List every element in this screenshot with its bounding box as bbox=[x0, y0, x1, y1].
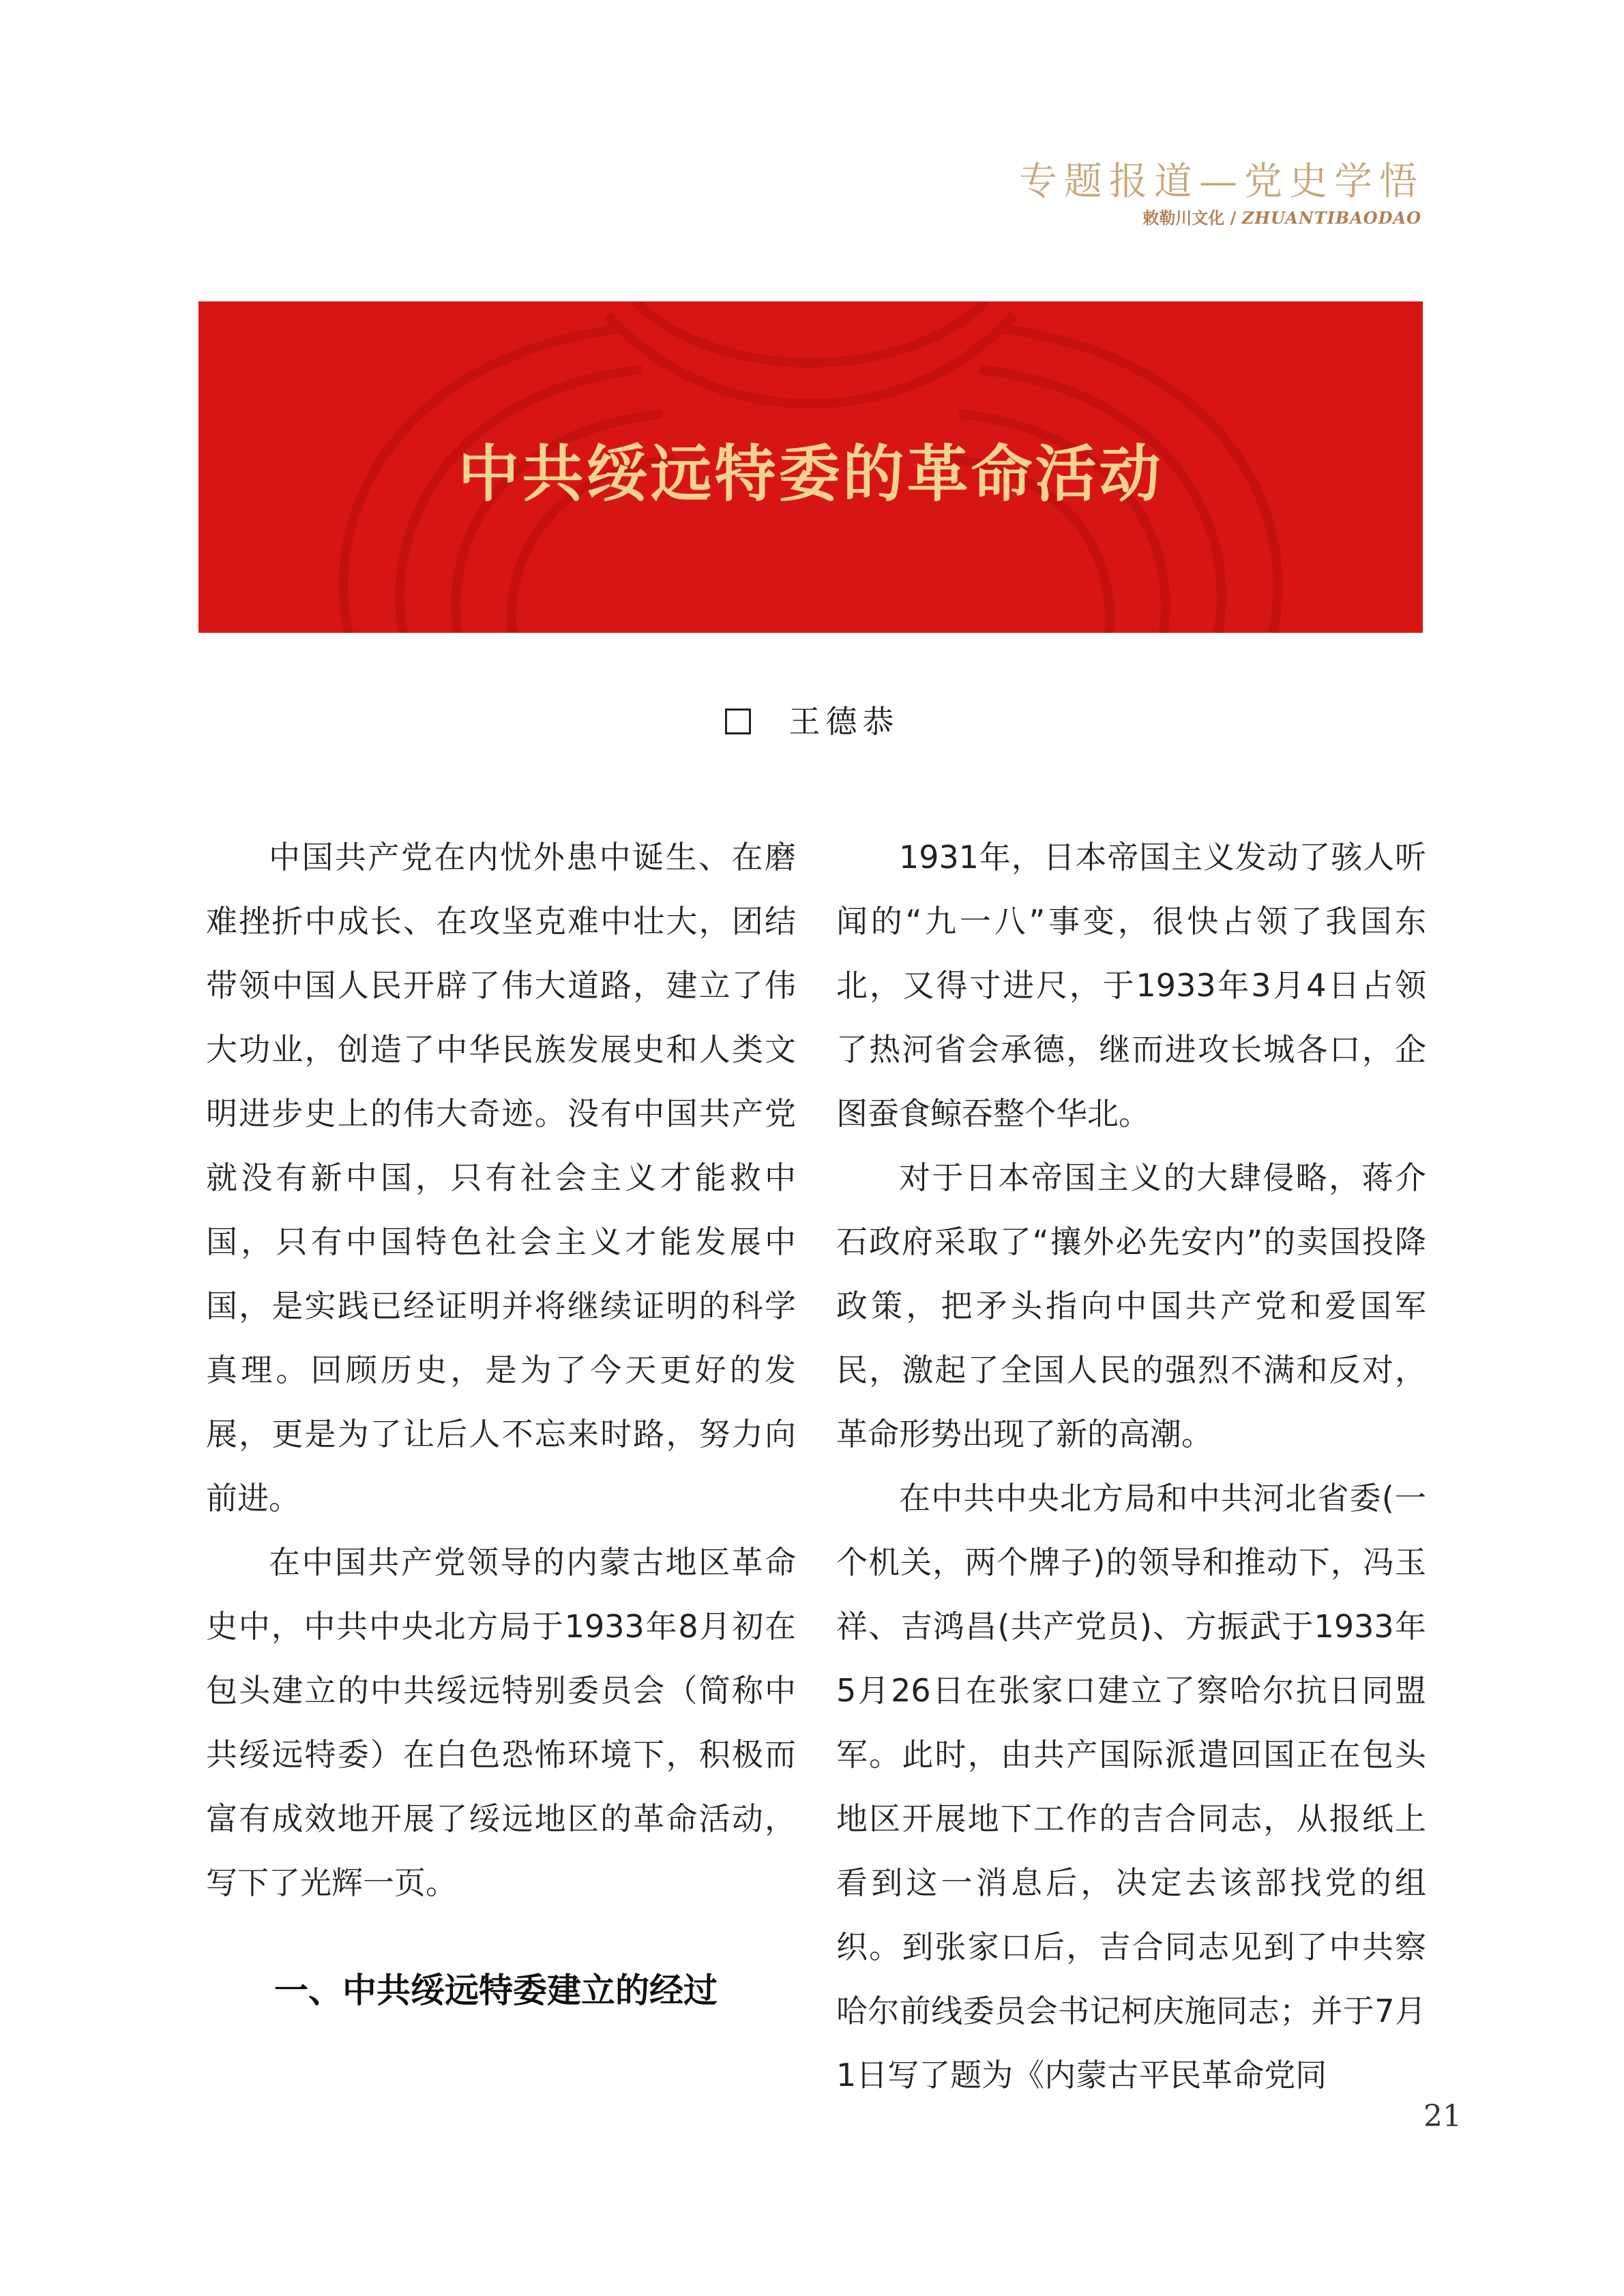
section-heading: 一、中共绥远特委建立的经过 bbox=[274, 1971, 718, 2010]
paragraph: 在中国共产党领导的内蒙古地区革命史中，中共中央北方局于1933年8月初在包头建立的中共绥远特别委员会（简称中共绥远特委）在白色恐怖环境下，积极而富有成效地开展了绥远地区的革命活动，写下了光辉一页。 bbox=[206, 1544, 796, 1901]
section-header-title: 专题报道—党史学悟 bbox=[1019, 160, 1424, 204]
paragraph: 1931年，日本帝国主义发动了骇人听闻的“九一八”事变，很快占领了我国东北，又得寸进尺，于1933年3月4日占领了热河省会承德，继而进攻长城各口，企图蚕食鲸吞整个华北。 bbox=[836, 839, 1426, 1132]
right-column bbox=[836, 825, 1426, 2107]
author-name: 王德恭 bbox=[788, 703, 900, 740]
left-column bbox=[206, 825, 796, 2023]
header-sub-separator: / bbox=[1224, 208, 1242, 228]
byline bbox=[0, 697, 1624, 742]
title-banner bbox=[198, 301, 1423, 633]
paragraph: 对于日本帝国主义的大肆侵略，蒋介石政府采取了“攘外必先安内”的卖国投降政策，把矛头指向中国共产党和爱国军民，激起了全国人民的强烈不满和反对，革命形势出现了新的高潮。 bbox=[836, 1159, 1426, 1452]
square-marker-icon bbox=[725, 709, 751, 734]
header-sub-latin: ZHUANTIBAODAO bbox=[1241, 208, 1421, 228]
article-title: 中共绥远特委的革命活动 bbox=[458, 438, 1164, 510]
header-sub-cn: 敕勒川文化 bbox=[1142, 208, 1225, 228]
section-header-subtitle bbox=[1142, 205, 1421, 228]
paragraph: 在中共中央北方局和中共河北省委(一个机关，两个牌子)的领导和推动下，冯玉祥、吉鸿昌(共产党员)、方振武于1933年5月26日在张家口建立了察哈尔抗日同盟军。此时，由共产国际派遣回国正在包头地区开展地下工作的吉合同志，从报纸上看到这一消息后，决定去该部找党的组织。到张家口后，吉合同志见到了中共察哈尔前线委员会书记柯庆施同志；并于7月1日写了题为《内蒙古平民革命党同 bbox=[836, 1480, 1426, 2093]
paragraph: 中国共产党在内忧外患中诞生、在磨难挫折中成长、在攻坚克难中壮大，团结带领中国人民开辟了伟大道路，建立了伟大功业，创造了中华民族发展史和人类文明进步史上的伟大奇迹。没有中国共产党就没有新中国，只有社会主义才能救中国，只有中国特色社会主义才能发展中国，是实践已经证明并将继续证明的科学真理。回顾历史，是为了今天更好的发展，更是为了让后人不忘来时路，努力向前进。 bbox=[206, 839, 796, 1517]
page-number: 21 bbox=[1423, 2099, 1462, 2134]
